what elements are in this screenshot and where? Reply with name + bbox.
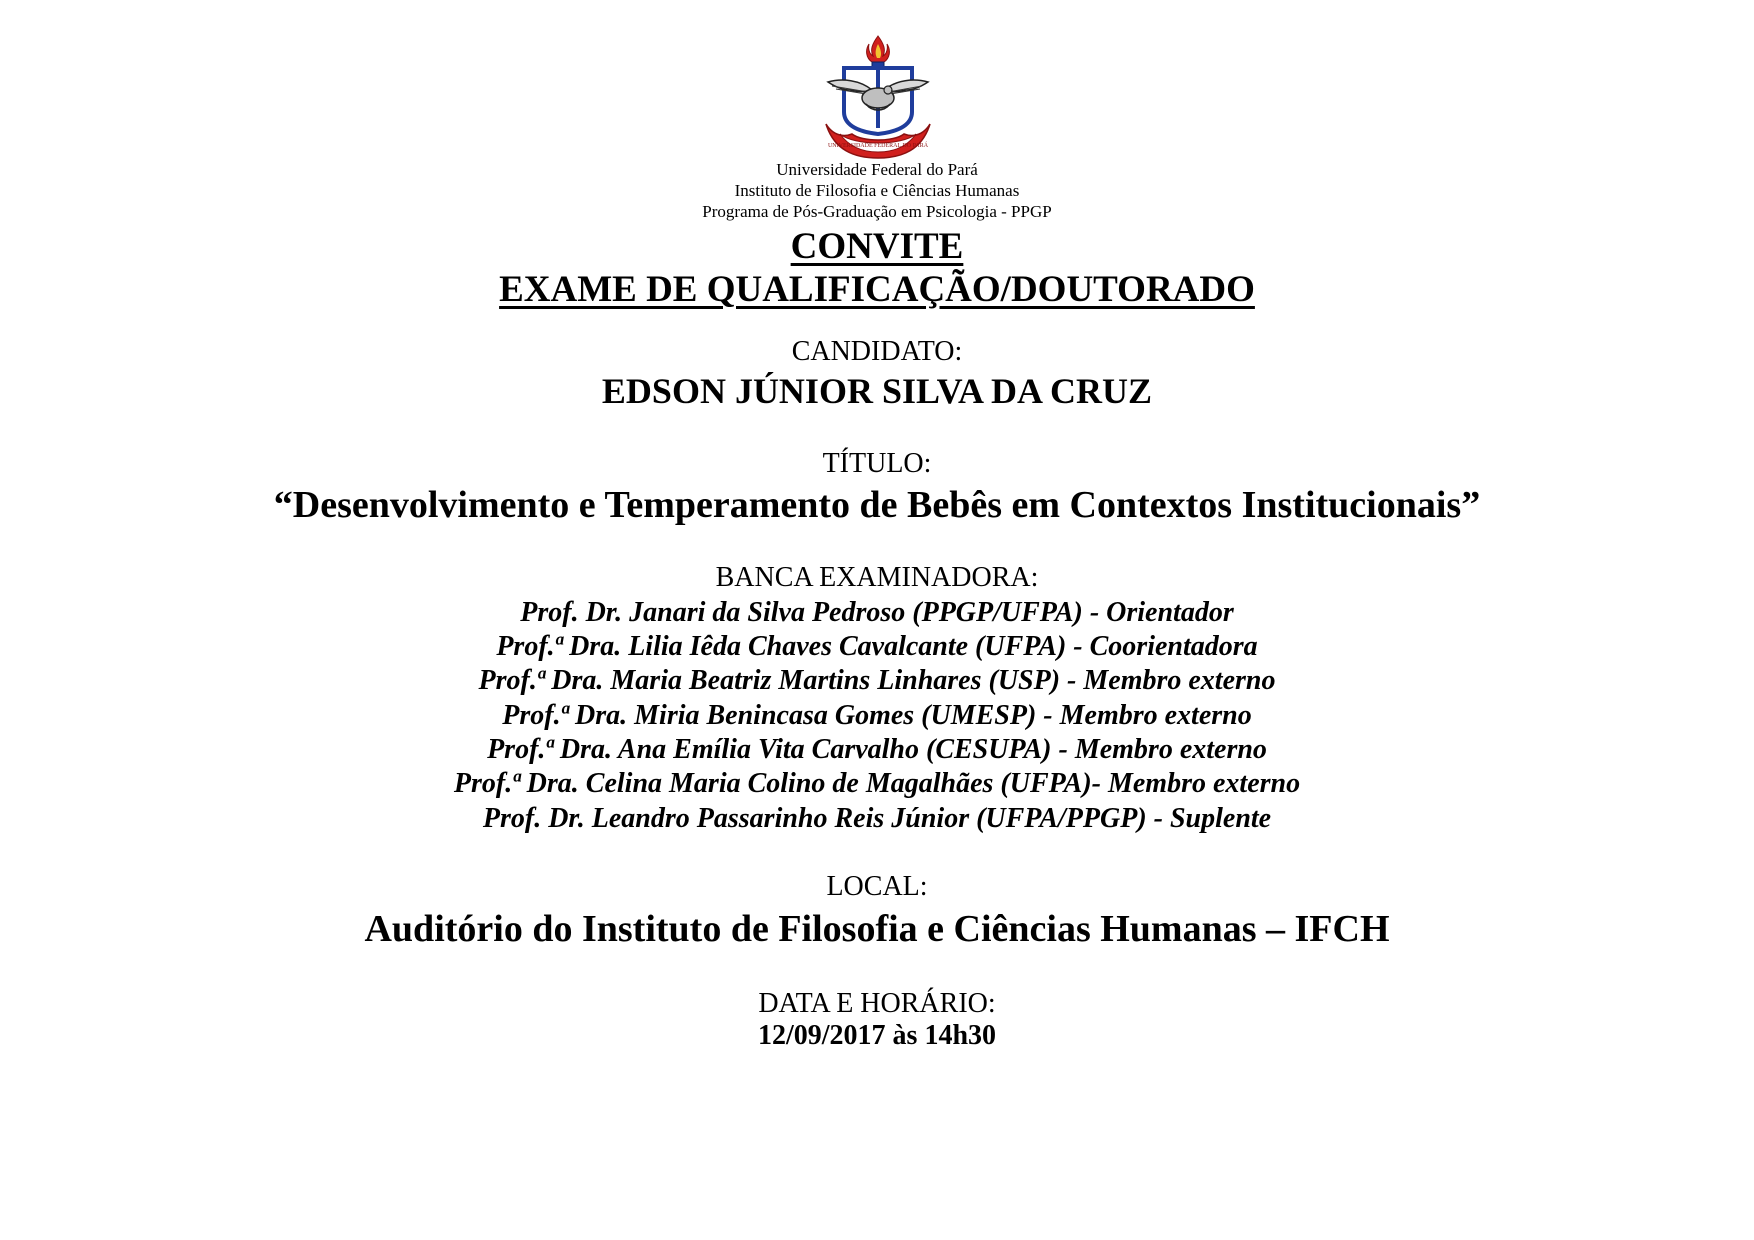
board-label: BANCA EXAMINADORA: xyxy=(715,562,1039,593)
schedule-datetime: 12/09/2017 às 14h30 xyxy=(757,1020,997,1051)
board-member: Prof. Dr. Leandro Passarinho Reis Júnior (UFPA/PPGP) - Suplente xyxy=(482,803,1272,834)
board-member: Prof.ª Dra. Celina Maria Colino de Magalhães (UFPA)- Membro externo xyxy=(453,768,1301,799)
candidate-label: CANDIDATO: xyxy=(791,336,963,367)
board-member: Prof. Dr. Janari da Silva Pedroso (PPGP/UFPA) - Orientador xyxy=(520,597,1234,628)
candidate-name: EDSON JÚNIOR SILVA DA CRUZ xyxy=(601,371,1153,411)
program-name: Programa de Pós-Graduação em Psicologia - PPGP xyxy=(702,202,1052,221)
exam-heading: EXAME DE QUALIFICAÇÃO/DOUTORADO xyxy=(499,269,1255,310)
institute-name: Instituto de Filosofia e Ciências Humanas xyxy=(734,181,1020,200)
invite-heading: CONVITE xyxy=(790,226,964,267)
logo-ribbon-text: UNIVERSIDADE FEDERAL DO PARÁ xyxy=(827,143,929,149)
thesis-label: TÍTULO: xyxy=(822,448,932,479)
schedule-label: DATA E HORÁRIO: xyxy=(758,988,996,1019)
thesis-title: “Desenvolvimento e Temperamento de Bebês em Contextos Institucionais” xyxy=(273,484,1481,526)
location-place: Auditório do Instituto de Filosofia e Ciências Humanas – IFCH xyxy=(364,908,1390,950)
board-member: Prof.ª Dra. Ana Emília Vita Carvalho (CESUPA) - Membro externo xyxy=(487,734,1267,765)
university-logo xyxy=(822,34,934,166)
board-member: Prof.ª Dra. Lilia Iêda Chaves Cavalcante (UFPA) - Coorientadora xyxy=(496,631,1258,662)
board-member: Prof.ª Dra. Maria Beatriz Martins Linhares (USP) - Membro externo xyxy=(478,665,1276,696)
university-name: Universidade Federal do Pará xyxy=(776,160,978,179)
board-member: Prof.ª Dra. Miria Benincasa Gomes (UMESP) - Membro externo xyxy=(502,700,1252,731)
location-label: LOCAL: xyxy=(826,871,928,902)
